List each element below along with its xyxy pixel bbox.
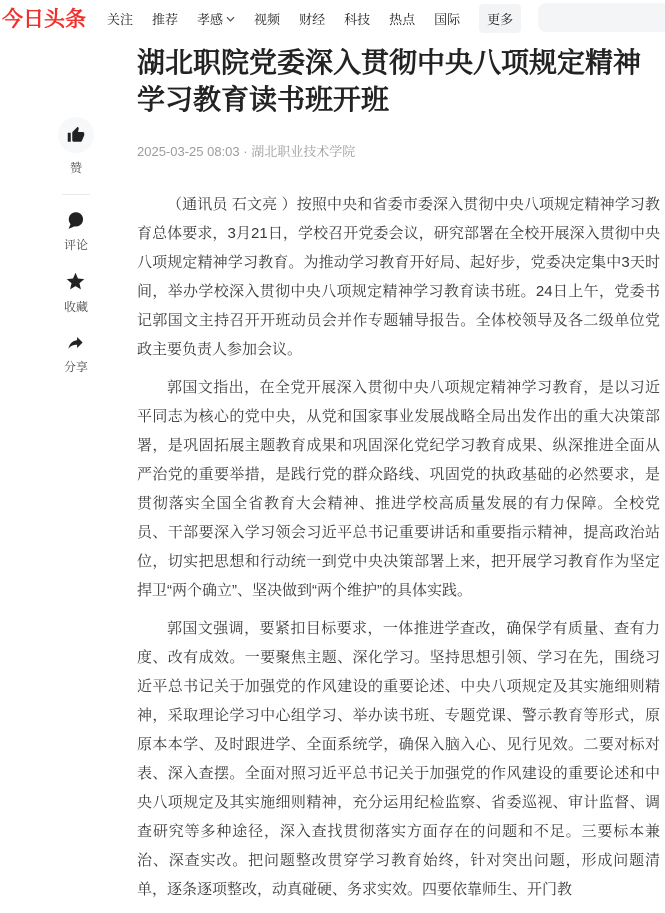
paragraph: 郭国文强调，要紧扣目标要求，一体推进学查改，确保学有质量、查有力度、改有成效。一要聚焦主题、深化学习。坚持思想引领、学习在先，围绕习近平总书记关于加强党的作风建设的重要论述、中央八项规定及其实施细则精神，采取理论学习中心组学习、举办读书班、专题党课、警示教育等形式，原原本本学、及时跟进学、全面系统学，确保入脑入心、见行见效。二要对标对表、深入查摆。全面对照习近平总书记关于加强党的作风建设的重要论述和中央八项规定及其实施细则精神，充分运用纪检监察、省委巡视、审计监督、调查研究等多种途径，深入查找贯彻落实方面存在的问题和不足。三要标本兼治、深查实改。把问题整改贯穿学习教育始终，针对突出问题，形成问题清单，逐条逐项整改，动真碰硬、务求实效。四要依靠师生、开门教	[137, 620, 660, 898]
like-button[interactable]	[58, 117, 94, 176]
nav-item-hot[interactable]: 热点	[389, 11, 416, 27]
nav-item-follow[interactable]: 关注	[107, 11, 134, 27]
article	[137, 44, 660, 913]
share-button[interactable]	[64, 333, 88, 375]
nav-menu	[107, 4, 521, 33]
nav-item-tech[interactable]: 科技	[344, 11, 371, 27]
nav-item-world[interactable]: 国际	[434, 11, 461, 27]
search-input[interactable]	[538, 3, 665, 32]
nav-item-more[interactable]: 更多	[479, 4, 521, 33]
like-button-circle	[58, 117, 94, 153]
favorite-label: 收藏	[63, 300, 88, 314]
action-rail	[55, 117, 97, 393]
nav-item-label: 孝感	[197, 11, 224, 27]
comment-label: 评论	[63, 238, 88, 252]
publish-datetime: 2025-03-25 08:03	[137, 144, 240, 159]
top-nav-bar	[0, 0, 665, 36]
article-body	[137, 190, 660, 904]
paragraph: （通讯员 石文亮 ）按照中央和省委市委深入贯彻中央八项规定精神学习教育总体要求，3月21日，学校召开党委会议，研究部署在全校开展深入贯彻中央八项规定精神学习教育。为推动学习教育开好局、起好步，党委决定集中3天时间，举办学校深入贯彻中央八项规定精神学习教育读书班。24日上午，党委书记郭国文主持召开开班动员会并作专题辅导报告。全体校领导及各二级单位党政主要负责人参加会议。	[137, 196, 660, 358]
comment-icon	[66, 211, 85, 230]
paragraph: 郭国文指出，在全党开展深入贯彻中央八项规定精神学习教育，是以习近平同志为核心的党中央，从党和国家事业发展战略全局出发作出的重大决策部署，是巩固拓展主题教育成果和巩固深化党纪学习教育成果、纵深推进全面从严治党的重要举措，是践行党的群众路线、巩固党的执政基础的必然要求，是贯彻落实全国全省教育大会精神、推进学校高质量发展的有力保障。全校党员、干部要深入学习领会习近平总书记重要讲话和重要指示精神，提高政治站位，切实把思想和行动统一到党中央决策部署上来，把开展学习教育作为坚定捍卫“两个确立”、坚决做到“两个维护”的具体实践。	[137, 379, 660, 599]
nav-item-recommend[interactable]: 推荐	[152, 11, 179, 27]
like-label: 赞	[69, 161, 82, 175]
page-title: 湖北职院党委深入贯彻中央八项规定精神学习教育读书班开班	[137, 47, 642, 115]
nav-item-video[interactable]: 视频	[254, 11, 281, 27]
meta-separator: ·	[243, 144, 248, 159]
share-icon	[66, 333, 85, 352]
share-label: 分享	[63, 360, 88, 374]
nav-item-finance[interactable]: 财经	[299, 11, 326, 27]
star-icon	[65, 271, 86, 292]
comment-button[interactable]	[64, 211, 88, 253]
source-link[interactable]: 湖北职业技术学院	[251, 144, 356, 159]
thumb-up-icon	[67, 126, 85, 144]
chevron-down-icon	[226, 16, 235, 22]
rail-divider	[62, 194, 90, 195]
favorite-button[interactable]	[64, 271, 88, 315]
nav-item-xiaogan[interactable]	[197, 9, 235, 28]
article-meta	[137, 141, 660, 160]
logo[interactable]: 今日头条	[2, 8, 86, 31]
